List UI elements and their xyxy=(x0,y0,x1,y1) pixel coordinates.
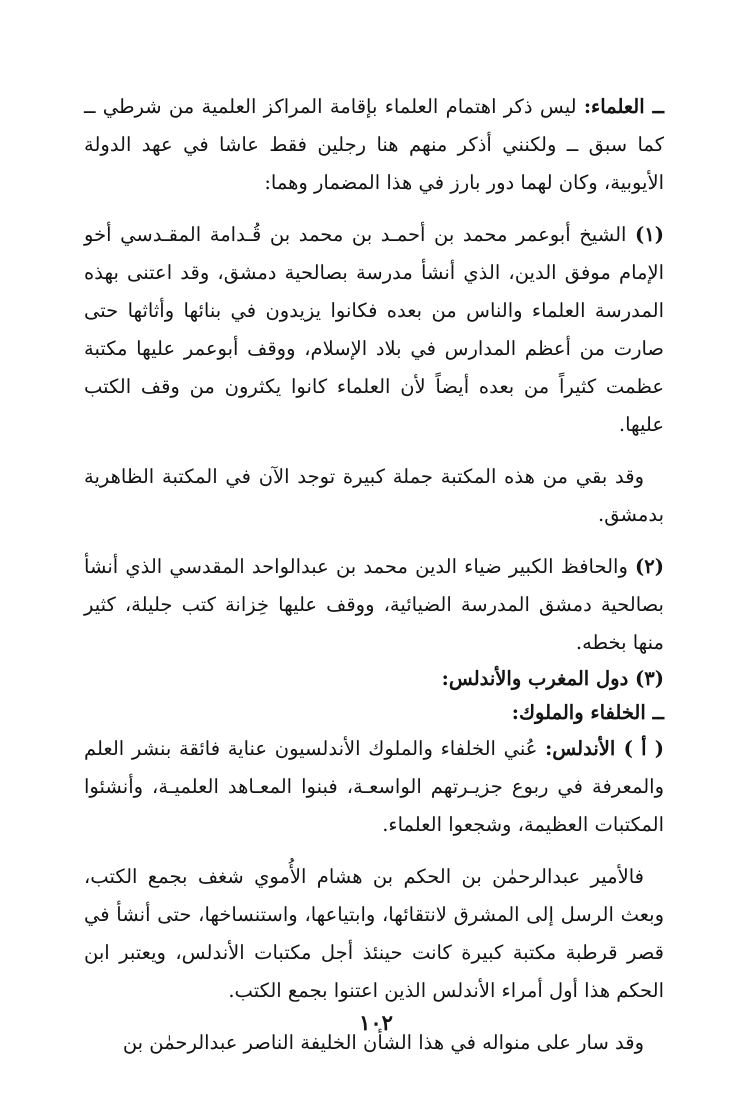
subsection-heading: ــ الخلفاء والملوك: xyxy=(511,701,664,724)
paragraph-lead: (١) xyxy=(635,223,664,246)
paragraph-diya-al-din xyxy=(84,548,664,662)
paragraph-text: وقد سار على منواله في هذا الشأن الخليفة الناصر عبدالرحمٰن بن xyxy=(122,1031,644,1054)
paragraph-lead: ( أ ) الأندلس: xyxy=(545,737,664,760)
paragraph-lead: ــ العلماء: xyxy=(583,95,664,118)
paragraph-lead: (٢) xyxy=(635,555,664,578)
paragraph-text: والحافظ الكبير ضياء الدين محمد بن عبدالواحد المقدسي الذي أنشأ بصالحية دمشق المدرسة الضيائية، ووقف عليها خِزانة كتب جليلة، كثير منها بخطه. xyxy=(84,555,664,654)
paragraph-text: عُني الخلفاء والملوك الأندلسيون عناية فائقة بنشر العلم والمعرفة في ربوع جزيـرتهم الواسعـة، فبنوا المعـاهد العلميـة، وأنشئوا المكتبات العظيمة، وشجعوا العلماء. xyxy=(84,737,664,836)
paragraph-abd-al-rahman xyxy=(84,858,664,1010)
paragraph-remaining-library xyxy=(84,458,664,534)
page-body xyxy=(84,88,664,1062)
page-number: ١٠٢ xyxy=(359,1010,393,1035)
section-heading: (٣) دول المغرب والأندلس: xyxy=(441,667,664,690)
paragraph-andalus xyxy=(84,730,664,844)
paragraph-text: ليس ذكر اهتمام العلماء بإقامة المراكز العلمية من شرطي ــ كما سبق ــ ولكنني أذكر منهم هنا رجلين فقط عاشا في عهد الدولة الأيوبية، وكان لهما دور بارز في هذا المضمار وهما: xyxy=(84,95,664,194)
paragraph-text: وقد بقي من هذه المكتبة جملة كبيرة توجد الآن في المكتبة الظاهرية بدمشق. xyxy=(84,465,664,526)
paragraph-text: فالأمير عبدالرحمٰن بن الحكم بن هشام الأُموي شغف بجمع الكتب، وبعث الرسل إلى المشرق لانتقائها، وابتياعها، واستنساخها، حتى أنشأ في قصر قرطبة مكتبة كبيرة كانت حينئذ أجل مكتبات الأندلس، ويعتبر ابن الحكم هذا أول أمراء الأندلس الذين اعتنوا بجمع الكتب. xyxy=(84,865,664,1002)
paragraph-scholars xyxy=(84,88,664,202)
paragraph-abu-umar xyxy=(84,216,664,444)
paragraph-text: الشيخ أبوعمر محمد بن أحمـد بن محمد بن قُـدامة المقـدسي أخو الإمام موفق الدين، الذي أنشأ مدرسة بصالحية دمشق، وقد اعتنى بهذه المدرسة العلماء والناس من بعده فكانوا يزيدون في بنائها وأثاثها حتى صارت من أعظم المدارس في بلاد الإسلام، ووقف أبوعمر عليها مكتبة عظمت كثيراً من بعده أيضاً لأن العلماء كانوا يكثرون من وقف الكتب عليها. xyxy=(84,223,664,436)
